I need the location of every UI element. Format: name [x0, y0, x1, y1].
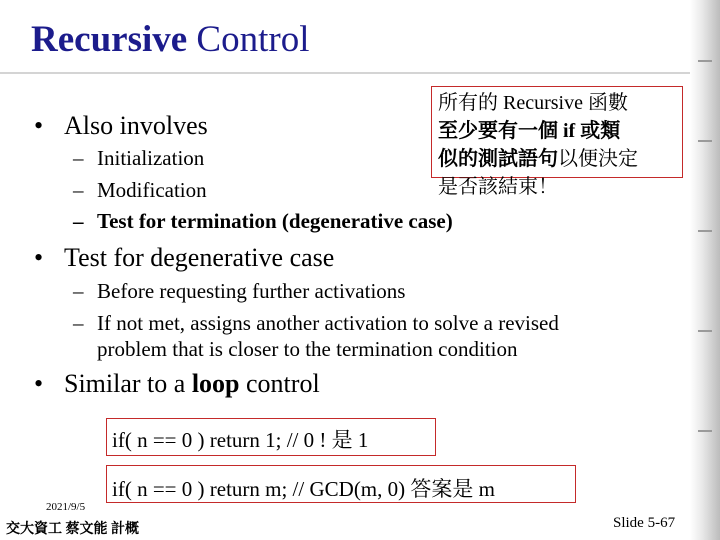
sub-item — [73, 178, 207, 203]
code-example-box — [106, 418, 436, 456]
bullet-text: Also involves — [64, 111, 208, 140]
note-box — [431, 86, 683, 198]
code-example: if( n == 0 ) return 1; // 0 ! 是 1 — [112, 428, 369, 452]
sub-item — [73, 311, 559, 336]
bar-mark — [698, 330, 712, 332]
dash-glyph: – — [73, 146, 84, 170]
dash-glyph: – — [73, 279, 84, 303]
note-line-bold: 似的測試語句 — [438, 148, 558, 170]
code-example-box — [106, 465, 576, 503]
bar-mark — [698, 140, 712, 142]
bullet-glyph: • — [34, 243, 44, 272]
footer-slide-number: Slide 5-67 — [613, 515, 676, 531]
bullet-degenerative — [34, 243, 334, 273]
title-bold: Recursive — [31, 19, 188, 60]
dash-glyph: – — [73, 178, 84, 202]
note-line: 至少要有一個 if 或類 — [438, 120, 621, 142]
footer-date: 2021/9/5 — [46, 501, 86, 513]
bullet-text: Similar to a — [64, 369, 192, 398]
note-line-rest: 以便決定 — [558, 148, 638, 170]
sub-item-text: Test for termination (degenerative case) — [97, 209, 453, 233]
slide-title — [31, 18, 309, 61]
bar-mark — [698, 60, 712, 62]
footer-org: 交大資工 蔡文能 計概 — [6, 522, 139, 537]
bullet-text: Test for degenerative case — [64, 243, 335, 272]
sub-item-text: Before requesting further activations — [97, 279, 406, 303]
sub-item — [73, 279, 405, 304]
right-decoration-bar — [690, 0, 720, 540]
sub-item — [73, 209, 453, 234]
bullet-glyph: • — [34, 111, 44, 140]
sub-item — [73, 146, 204, 171]
note-line: 是否該結束！ — [438, 176, 558, 198]
code-example: if( n == 0 ) return m; // GCD(m, 0) 答案是 m — [112, 477, 495, 501]
bullet-text-after: control — [239, 369, 320, 398]
note-line — [438, 145, 682, 173]
note-line: 所有的 Recursive 函數 — [438, 92, 628, 114]
sub-item-continuation: problem that is closer to the termination condition — [97, 337, 518, 361]
dash-glyph: – — [73, 311, 84, 335]
bullet-text-bold: loop — [191, 369, 240, 398]
dash-glyph: – — [73, 209, 84, 233]
bullet-glyph: • — [34, 369, 44, 398]
bullet-loop — [34, 369, 320, 399]
title-divider — [0, 72, 690, 74]
title-rest: Control — [187, 19, 310, 60]
sub-item-text: Initialization — [97, 146, 205, 170]
sub-item-text: Modification — [97, 178, 207, 202]
bullet-also-involves — [34, 111, 208, 141]
sub-item-text: If not met, assigns another activation to solve a revised — [97, 311, 559, 335]
bar-mark — [698, 430, 712, 432]
bar-mark — [698, 230, 712, 232]
